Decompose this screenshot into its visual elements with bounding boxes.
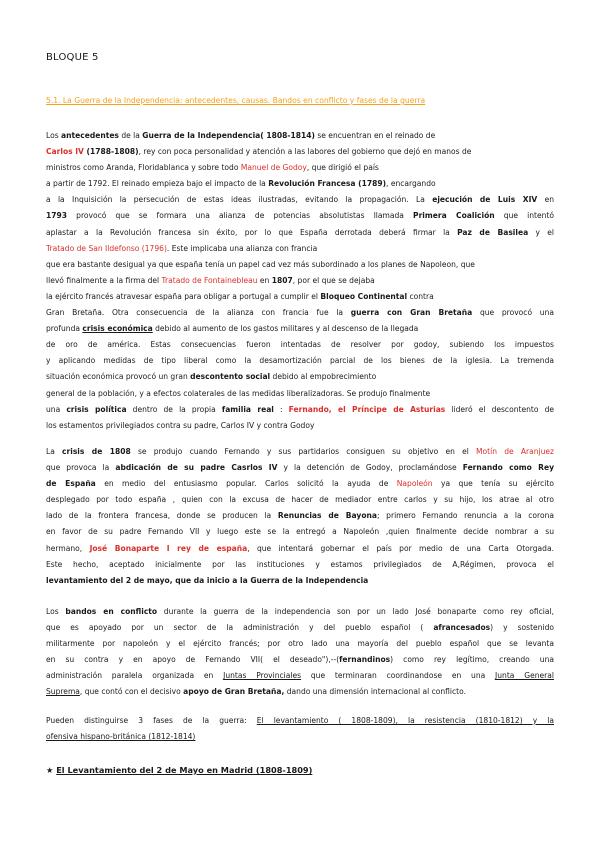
text-line bbox=[46, 192, 554, 208]
text-run: 1807 bbox=[271, 275, 293, 285]
text-run: administración paralela organizada en bbox=[46, 671, 224, 681]
text-run: afrancesados bbox=[433, 623, 491, 633]
text-line bbox=[46, 386, 554, 402]
text-run: en medio del entusiasmo popular. Carlos solicitó la ayuda de bbox=[95, 479, 397, 489]
text-run: Fernando como Rey bbox=[462, 463, 554, 473]
text-line bbox=[46, 684, 554, 700]
section-title-link[interactable]: 5.1. La Guerra de la Independencia: antecedentes, causas. Bandos en conflicto y fases de la guerra bbox=[46, 96, 426, 105]
paragraph-antecedentes bbox=[46, 128, 554, 434]
text-run bbox=[473, 195, 480, 204]
text-run: : bbox=[273, 404, 289, 414]
text-run: de la bbox=[118, 131, 143, 140]
text-run: Suprema bbox=[46, 687, 80, 697]
text-line bbox=[46, 713, 554, 729]
text-run: Tratado de Fontainebleau bbox=[161, 275, 258, 285]
text-run: apoyo de Gran Bretaña, bbox=[183, 687, 285, 697]
text-run: crisis de 1808 bbox=[62, 447, 131, 456]
text-run: de oro de américa. Estas consecuencias fueron intentadas de resolver por godoy, subiendo los impuestos bbox=[46, 340, 554, 350]
text-run: en favor de su padre Fernando VII y luego este se la entregó a Napoleón ,quien finalmente decide nombrar a su bbox=[46, 527, 554, 537]
text-line bbox=[46, 460, 554, 476]
text-line bbox=[46, 524, 554, 540]
text-line bbox=[46, 557, 554, 573]
text-line bbox=[46, 128, 554, 144]
text-run: ya que tenía su ejército bbox=[432, 479, 554, 489]
text-line bbox=[46, 208, 554, 224]
section-heading bbox=[46, 765, 312, 775]
text-run: Junta General bbox=[495, 671, 554, 681]
text-run: llevó finalmente a la firma del bbox=[46, 275, 162, 285]
text-line bbox=[46, 225, 554, 241]
text-run: durante la guerra de la independencia son por un lado José bonaparte como rey oficial, bbox=[157, 607, 554, 616]
text-run: Juntas Provinciales bbox=[223, 671, 302, 681]
text-run: Bloqueo Continental bbox=[320, 291, 408, 301]
text-run: lideró el descontento de bbox=[445, 404, 554, 414]
text-line bbox=[46, 418, 554, 434]
text-run: Gran Bretaña. Otra consecuencia de la alianza con francia fue la bbox=[46, 308, 351, 318]
text-run: descontento social bbox=[190, 372, 271, 382]
text-run: que intentó bbox=[494, 211, 554, 221]
text-run: , que intentará gobernar el país por medio de una Carta Otorgada. bbox=[247, 543, 554, 553]
text-line bbox=[46, 160, 554, 176]
text-run: El levantamiento ( 1808-1809), la resistencia (1810-1812) y la bbox=[256, 716, 554, 725]
text-run: de Luis XIV bbox=[479, 195, 538, 205]
text-run: ) como rey legítimo, creando una bbox=[390, 655, 554, 665]
text-line bbox=[46, 257, 554, 273]
text-run: y aplicando medidas de tipo liberal como la desamortización parcial de los bienes de la iglesia. La tremenda bbox=[46, 356, 554, 366]
text-line bbox=[46, 492, 554, 508]
text-run: los estamentos privilegiados contra su padre, Carlos IV y contra Godoy bbox=[46, 420, 315, 430]
text-run: ofensiva hispano-británica (1812-1814) bbox=[46, 732, 196, 742]
text-run: Fernando, el Príncipe de Asturias bbox=[288, 404, 446, 414]
paragraph-fases bbox=[46, 713, 554, 745]
text-line bbox=[46, 729, 554, 745]
text-run: y el bbox=[528, 227, 554, 237]
text-run: en bbox=[257, 275, 272, 285]
text-line bbox=[46, 402, 554, 418]
text-line bbox=[46, 476, 554, 492]
text-run: que provoca la bbox=[46, 463, 116, 473]
text-run: Paz de Basilea bbox=[457, 227, 529, 237]
text-run: crisis política bbox=[66, 404, 127, 414]
text-run: ) y sostenido bbox=[490, 623, 554, 633]
text-run: , por el que se dejaba bbox=[292, 275, 375, 285]
text-run: dentro de la propia bbox=[126, 404, 222, 414]
text-line bbox=[46, 289, 554, 305]
text-run: Primera Coalición bbox=[413, 211, 495, 221]
text-run: Tratado de San Ildefonso (1796) bbox=[46, 243, 167, 253]
text-line bbox=[46, 444, 554, 460]
text-run: ; primero Fernando renuncia a la corona bbox=[376, 511, 554, 521]
text-run: debido al aumento de los gastos militares y al descenso de la llegada bbox=[152, 324, 419, 334]
text-line bbox=[46, 337, 554, 353]
text-run: desplegado por todo españa , quien con la excusa de hacer de mediador entre carlos y su hijo, los atrae al otro bbox=[46, 495, 554, 505]
text-line bbox=[46, 573, 554, 589]
text-run: contra bbox=[407, 291, 434, 301]
text-run: , que dirigió el país bbox=[306, 163, 379, 173]
text-run: . Este implicaba una alianza con francia bbox=[166, 243, 318, 253]
text-run: bandos en conflicto bbox=[65, 607, 158, 616]
text-run: La bbox=[46, 447, 63, 456]
text-run: Manuel de Godoy bbox=[240, 163, 307, 173]
text-run: profunda bbox=[46, 324, 83, 334]
text-run: lado de la frontera francesa, donde se producen la bbox=[46, 511, 278, 521]
text-run: en su contra y en apoyo de Fernando VII( el deseado"),--( bbox=[46, 655, 340, 665]
text-run: que provocó una bbox=[472, 308, 554, 318]
text-run: Carlos IV bbox=[46, 147, 84, 157]
text-line bbox=[46, 305, 554, 321]
text-run: la ejército francés atravesar españa para obligar a portugal a cumplir el bbox=[46, 291, 321, 301]
text-line bbox=[46, 652, 554, 668]
text-run: y la detención de Godoy, proclamándose bbox=[277, 463, 463, 473]
text-run: Revolución Francesa (1789) bbox=[268, 179, 387, 189]
text-run: fernandinos bbox=[339, 655, 391, 665]
text-run: provocó que se formara una alianza de potencias absolutistas llamada bbox=[67, 211, 414, 221]
text-run: Motín de Aranjuez bbox=[476, 447, 554, 456]
text-run: , que contó con el decisivo bbox=[79, 687, 184, 697]
text-run: que terminaran coordinandose en una bbox=[301, 671, 496, 681]
text-line bbox=[46, 241, 554, 257]
text-line bbox=[46, 144, 554, 160]
text-line bbox=[46, 668, 554, 684]
text-run: ministros como Aranda, Floridablanca y sobre todo bbox=[46, 163, 241, 173]
text-run: de España bbox=[46, 479, 96, 489]
text-run: antecedentes bbox=[61, 131, 119, 140]
text-run: situación económica provocó un gran bbox=[46, 372, 191, 382]
text-run: militarmente por napoleón y el ejército francés; por otro lado una mayoría del pueblo español que se levanta bbox=[46, 639, 554, 649]
text-run: Pueden distinguirse 3 fases de la guerra: bbox=[46, 716, 257, 725]
text-run: 1793 bbox=[46, 211, 68, 221]
text-run: ejecución bbox=[432, 195, 473, 205]
text-run: Los bbox=[46, 607, 66, 616]
text-run: se encuentran en el reinado de bbox=[314, 131, 436, 140]
text-run: que es apoyado por un sector de la administración y del pueblo español ( bbox=[46, 623, 434, 633]
text-line bbox=[46, 604, 554, 620]
paragraph-crisis-1808 bbox=[46, 444, 554, 589]
text-run: a partir de 1792. El reinado empieza bajo el impacto de la bbox=[46, 179, 269, 189]
text-run: crisis económica bbox=[82, 324, 153, 334]
text-run: Napoleón bbox=[396, 479, 433, 489]
text-run: levantamiento del 2 de mayo, que da inicio a la Guerra de la Independencia bbox=[46, 575, 369, 585]
text-run: familia real bbox=[221, 404, 274, 414]
text-run: José Bonaparte I rey de españa bbox=[89, 543, 248, 553]
text-run: , encargando bbox=[386, 179, 436, 189]
text-line bbox=[46, 321, 554, 337]
text-run: abdicación de su padre Casrlos IV bbox=[115, 463, 278, 473]
text-line bbox=[46, 273, 554, 289]
text-run: , rey con poca personalidad y atención a las labores del gobierno que dejó en manos de bbox=[138, 147, 472, 157]
text-line bbox=[46, 636, 554, 652]
text-run: aplastar a la Revolución francesa sin éxito, por lo que España derrotada deberá firmar la bbox=[46, 227, 458, 237]
text-run: Este hecho, aceptado inicialmente por las instituciones y estamos privilegiados de A,Régimen, provoca el bbox=[46, 559, 554, 569]
text-line bbox=[46, 541, 554, 557]
text-run: que era bastante desigual ya que españa tenía un papel cad vez más subordinado a los planes de Napoleon, que bbox=[46, 259, 475, 269]
text-run: general de la población, y a efectos colaterales de las medidas liberalizadoras. Se produjo finalmente bbox=[46, 388, 431, 398]
text-line bbox=[46, 369, 554, 385]
text-line bbox=[46, 353, 554, 369]
text-run: Los bbox=[46, 131, 62, 140]
text-run: dando una dimensión internacional al conflicto. bbox=[284, 687, 466, 697]
text-run: hermano, bbox=[46, 543, 90, 553]
text-line bbox=[46, 508, 554, 524]
text-run: debido al empobrecimiento bbox=[270, 372, 377, 382]
text-line bbox=[46, 620, 554, 636]
text-run: una bbox=[46, 404, 67, 414]
text-run: (1788-1808) bbox=[83, 147, 139, 157]
text-run: a la Inquisición la persecución de estas ideas ilustradas, evitando la propagación. La bbox=[46, 195, 433, 205]
text-run: se produjo cuando Fernando y sus partidarios consiguen su objetivo en el bbox=[130, 447, 477, 456]
text-run: Renuncias de Bayona bbox=[277, 511, 377, 521]
paragraph-bandos bbox=[46, 604, 554, 701]
text-run: Guerra de la Independencia( 1808-1814) bbox=[142, 131, 315, 140]
text-run: en bbox=[537, 195, 554, 205]
star-icon: ★ bbox=[46, 765, 54, 775]
text-line bbox=[46, 176, 554, 192]
block-title: BLOQUE 5 bbox=[46, 52, 99, 63]
text-run: guerra con Gran Bretaña bbox=[350, 308, 473, 318]
heading-text: El Levantamiento del 2 de Mayo en Madrid (1808-1809) bbox=[56, 765, 313, 775]
